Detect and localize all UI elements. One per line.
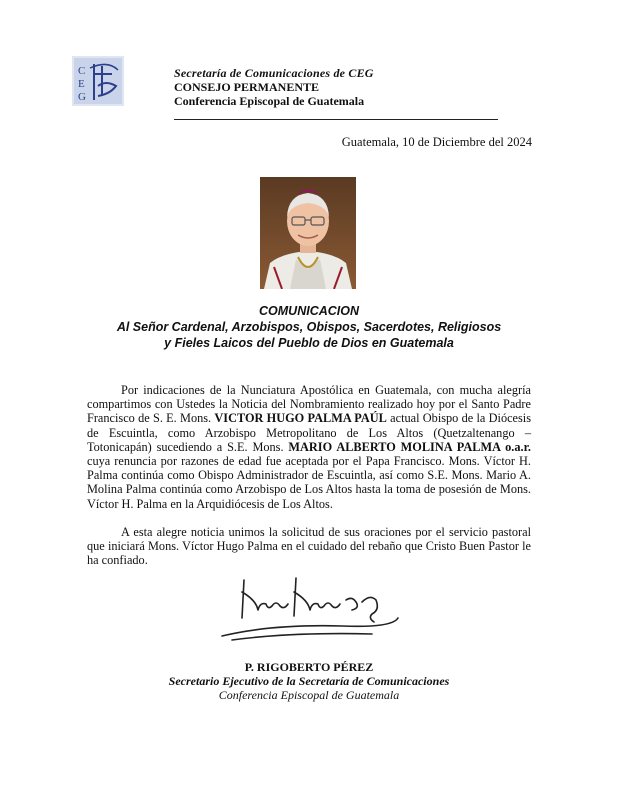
letterhead-council: CONSEJO PERMANENTE [174,80,320,94]
predecessor-name: MARIO ALBERTO MOLINA PALMA o.a.r. [288,439,531,454]
letter-body [87,383,531,567]
signer-block [0,660,618,702]
signer-name: P. RIGOBERTO PÉREZ [244,660,374,674]
signer-organization: Conferencia Episcopal de Guatemala [218,688,400,702]
communication-titles [0,304,618,351]
paragraph-announcement [87,383,531,511]
letterhead [174,66,504,108]
paragraph-text: cuya renuncia por razones de edad fue aceptada por el Papa Francisco. Mons. Víctor H. Palma continúa como Obispo Administrador de Escuintla, así como S.E. Mons. Mario A. Molina Palma continúa como Arzobispo de Los Altos hasta la toma de posesión de Mons. Víctor H. Palma en la Arquidiócesis de Los Altos. [87,454,531,511]
paragraph-text: Por indicaciones de la Nunciatura Apostólica en Guatemala, con mucha alegría compartimos con Ustedes la Noticia del Nombramiento realizado hoy por el Santo Padre Francisco de S. E. Mons. [87,383,531,426]
appointee-name: VICTOR HUGO PALMA PAÚL [214,411,387,426]
communication-heading: COMUNICACION [259,304,359,318]
svg-text:G: G [78,91,86,103]
letterhead-rule [174,119,498,120]
ceg-logo [72,56,124,106]
addressees-line-2: y Fieles Laicos del Pueblo de Dios en Guatemala [164,336,454,350]
svg-text:C: C [78,65,86,77]
paragraph-text: actual Obispo de la Diócesis de Escuintla, como Arzobispo Metropolitano de Los Altos (Quetzaltenango – Totonicapán) sucediendo a S.E. Mons. [87,411,531,454]
svg-text:E: E [78,78,85,90]
letterhead-conference: Conferencia Episcopal de Guatemala [174,94,365,108]
bishop-portrait [260,177,356,289]
paragraph-prayer-request: A esta alegre noticia unimos la solicitud de sus oraciones por el servicio pastoral que iniciará Mons. Víctor Hugo Palma en el cuidado del rebaño que Cristo Buen Pastor le ha confiado. [87,524,531,568]
letterhead-secretariat: Secretaría de Comunicaciones de CEG [174,66,374,80]
handwritten-signature [212,570,412,648]
signer-role: Secretario Ejecutivo de la Secretaría de Comunicaciones [168,674,450,688]
addressees-line-1: Al Señor Cardenal, Arzobispos, Obispos, Sacerdotes, Religiosos [116,320,502,334]
letter-date: Guatemala, 10 de Diciembre del 2024 [341,135,532,149]
